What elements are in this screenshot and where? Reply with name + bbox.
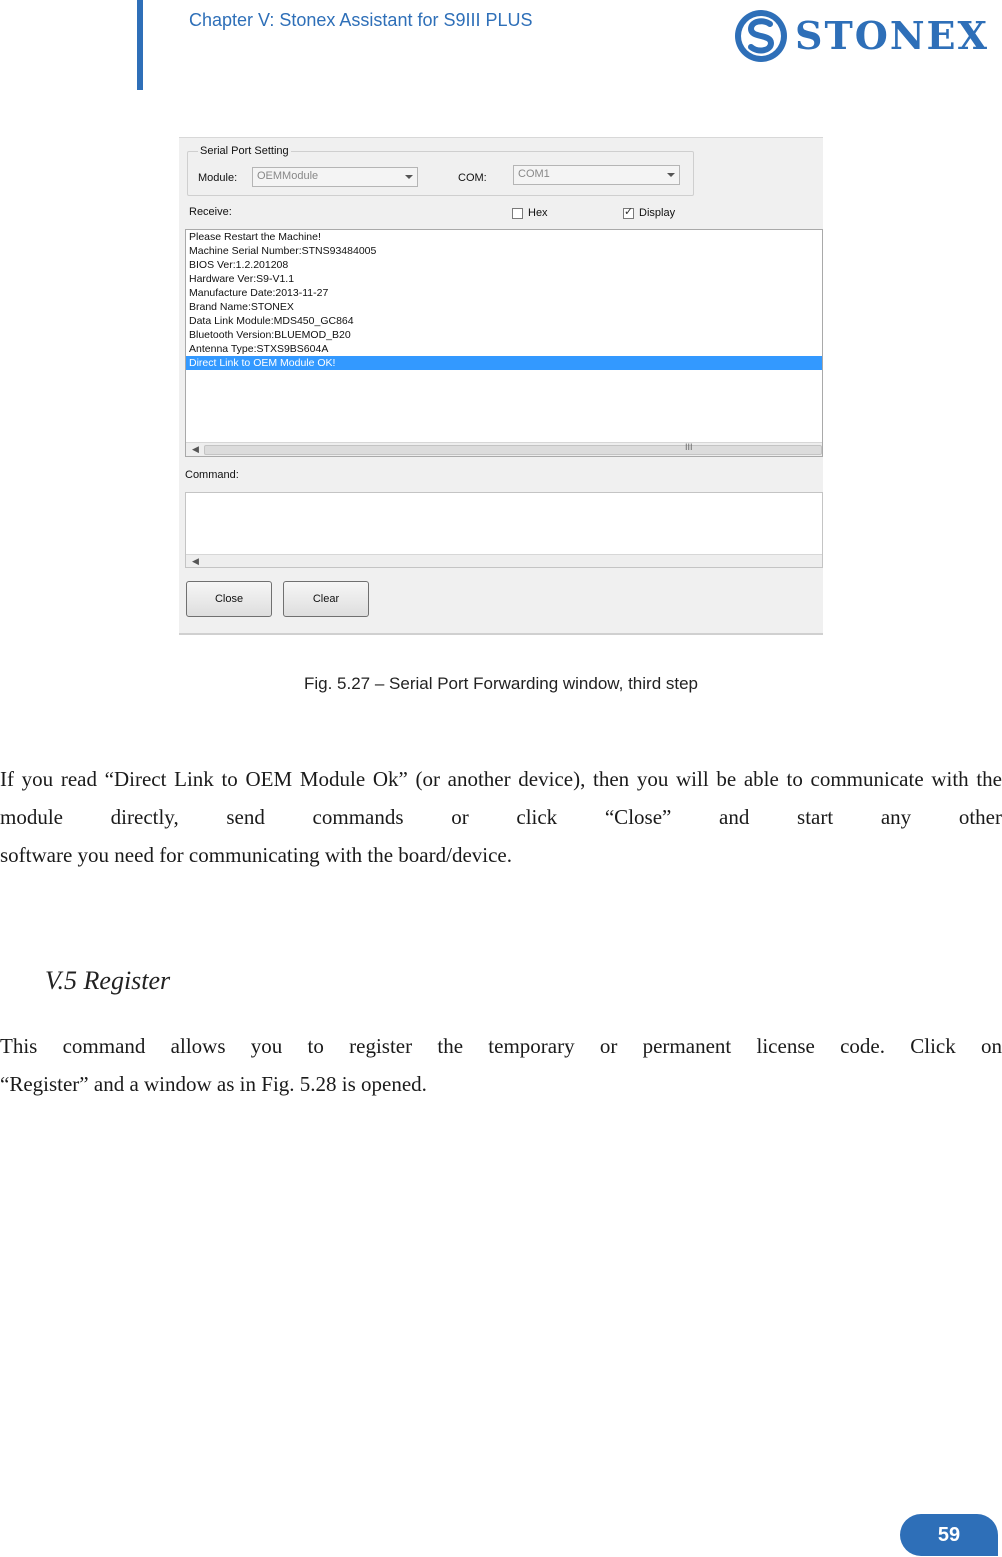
display-checkbox[interactable] [623,208,634,219]
receive-line[interactable]: Hardware Ver:S9-V1.1 [189,273,295,285]
hex-checkbox[interactable] [512,208,523,219]
close-button[interactable]: Close [186,581,272,617]
scroll-left-icon[interactable]: ◀ [192,444,199,454]
hex-label: Hex [528,207,548,219]
paragraph-text-last: “Register” and a window as in Fig. 5.28 is opened. [0,1072,427,1096]
clear-button[interactable]: Clear [283,581,369,617]
scroll-grip-icon: III [685,442,693,452]
module-value: OEMModule [257,170,319,182]
check-icon: ✓ [624,206,634,218]
com-select[interactable] [513,165,680,185]
section-heading: V.5 Register [45,966,171,995]
display-label: Display [639,207,676,219]
receive-scrollbar[interactable] [186,442,822,456]
receive-line[interactable]: BIOS Ver:1.2.201208 [189,259,289,271]
command-label: Command: [185,469,239,481]
receive-label: Receive: [189,206,232,218]
receive-line[interactable]: Manufacture Date:2013-11-27 [189,287,329,299]
scroll-left-icon[interactable]: ◀ [192,556,199,566]
chevron-down-icon [667,173,675,177]
scroll-thumb[interactable] [204,442,822,455]
stonex-logo [733,8,998,64]
receive-line[interactable]: Direct Link to OEM Module OK! [186,356,822,370]
chevron-down-icon [405,175,413,179]
serial-port-setting-group [187,145,694,196]
module-select[interactable] [252,167,418,187]
logo-wordmark: STONEX [795,13,990,58]
receive-line[interactable]: Machine Serial Number:STNS93484005 [189,245,377,257]
receive-line[interactable]: Brand Name:STONEX [189,301,294,313]
chapter-title: Chapter V: Stonex Assistant for S9III PLUS [189,10,533,30]
command-scrollbar[interactable] [186,554,822,567]
paragraph-text-last: software you need for communicating with the board/device. [0,843,512,867]
module-label: Module: [198,172,238,184]
paragraph-text: If you read “Direct Link to OEM Module Ok” (or another device), then you will be able to communicate with the module directly, send commands or click “Close” and start any other [0,767,1002,829]
paragraph-direct-link [0,760,1002,874]
paragraph-register [0,1027,1002,1103]
receive-line[interactable]: Antenna Type:STXS9BS604A [189,343,329,355]
command-input[interactable] [185,492,823,568]
header-accent-bar [137,0,143,90]
receive-line[interactable]: Bluetooth Version:BLUEMOD_B20 [189,329,351,341]
paragraph-text: This command allows you to register the temporary or permanent license code. Click on [0,1034,1002,1058]
receive-line[interactable]: Data Link Module:MDS450_GC864 [189,315,354,327]
receive-line[interactable]: Please Restart the Machine! [189,231,321,243]
receive-textarea[interactable] [185,229,823,457]
group-title: Serial Port Setting [200,145,289,157]
com-value: COM1 [518,168,550,180]
figure-caption: Fig. 5.27 – Serial Port Forwarding window, third step [303,674,699,693]
receive-lines [186,230,822,370]
com-label: COM: [458,172,487,184]
stonex-logo-icon [733,8,789,64]
page-number: 59 [900,1514,998,1556]
serial-port-window [179,137,823,635]
